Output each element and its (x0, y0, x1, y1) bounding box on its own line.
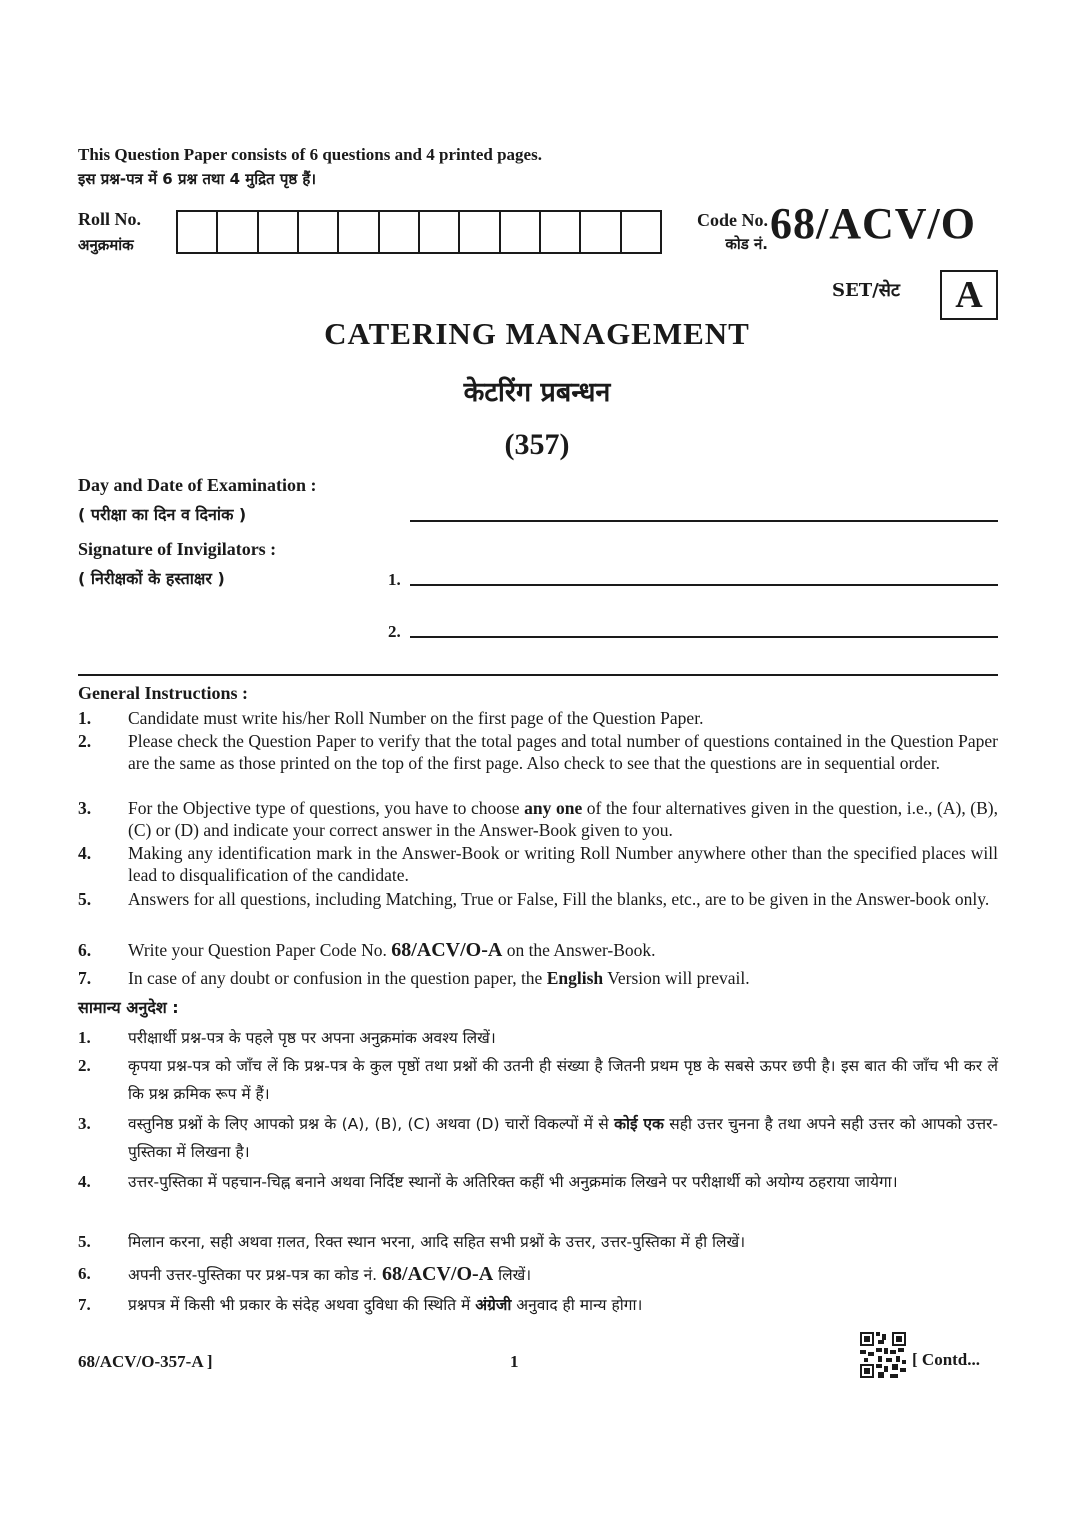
roll-number-label (78, 206, 141, 258)
instruction-text: Please check the Question Paper to verify that the total pages and total number of questions contained in the Question Paper are the same as those printed on the top of the first page. Also check to see that the questions are in sequential order. (128, 731, 998, 773)
instruction-text: Answers for all questions, including Matching, True or False, Fill the blanks, etc., are to be given in the Answer-book only. (128, 889, 990, 909)
roll-label-hi: अनुक्रमांक (78, 236, 134, 254)
instruction-en-4 (78, 843, 998, 886)
page-number: 1 (510, 1352, 519, 1371)
instruction-number: 1. (78, 1028, 91, 1047)
instruction-text: For the Objective type of questions, you have to choose any one of the four alternatives given in the question, i.e., (A), (B), (C) or (D) and indicate your correct answer in the Answer-Book given to you. (128, 798, 998, 840)
roll-box[interactable] (178, 212, 218, 252)
instruction-number: 7. (78, 968, 92, 988)
instruction-number: 7. (78, 1295, 91, 1314)
roll-label-en: Roll No. (78, 209, 141, 229)
instruction-hi-3 (78, 1110, 998, 1166)
subject-code: (357) (504, 428, 570, 461)
roll-box[interactable] (299, 212, 339, 252)
code-label-en: Code No. (697, 210, 768, 230)
instruction-number: 1. (78, 708, 92, 728)
exam-date-label-hi: ( परीक्षा का दिन व दिनांक ) (78, 505, 247, 524)
qr-code-icon (860, 1332, 906, 1378)
instruction-hi-1 (78, 1024, 998, 1052)
roll-box[interactable] (380, 212, 420, 252)
instruction-en-3 (78, 798, 998, 841)
instruction-number: 4. (78, 843, 92, 863)
instruction-hi-5 (78, 1228, 998, 1256)
subject-title-en: CATERING MANAGEMENT (324, 316, 750, 351)
roll-number-boxes[interactable] (176, 210, 662, 254)
general-instructions-title: General Instructions : (78, 683, 248, 703)
instruction-number: 6. (78, 1264, 91, 1283)
section-divider (78, 674, 998, 676)
instruction-hi-4 (78, 1168, 998, 1196)
invigilator-label-en: Signature of Invigilators : (78, 539, 277, 559)
instruction-text: Candidate must write his/her Roll Number on the first page of the Question Paper. (128, 708, 704, 728)
instruction-number: 3. (78, 798, 92, 818)
instruction-text: वस्तुनिष्ठ प्रश्नों के लिए आपको प्रश्न के (A), (B), (C) अथवा (D) चारों विकल्पों में से कोई एक सही उत्तर चुनना है तथा अपने सही उत्तर को आपको उत्तर-पुस्तिका में लिखना है। (128, 1115, 998, 1161)
instruction-en-1 (78, 708, 998, 730)
roll-box[interactable] (420, 212, 460, 252)
paper-info-en: This Question Paper consists of 6 questions and 4 printed pages. (78, 145, 542, 164)
signature-2-line[interactable] (410, 636, 998, 638)
roll-box[interactable] (541, 212, 581, 252)
instruction-hi-6 (78, 1260, 998, 1289)
roll-box[interactable] (218, 212, 258, 252)
signature-1-line[interactable] (410, 584, 998, 586)
code-label (676, 208, 768, 256)
paper-info-hi: इस प्रश्न-पत्र में 6 प्रश्न तथा 4 मुद्रित पृष्ठ हैं। (78, 170, 317, 188)
instruction-en-2 (78, 731, 998, 774)
instruction-number: 3. (78, 1114, 91, 1133)
instruction-en-6 (78, 940, 998, 962)
roll-box[interactable] (460, 212, 500, 252)
signature-2-number: 2. (388, 622, 401, 641)
code-number: 68/ACV/O (770, 199, 976, 248)
instruction-text: प्रश्नपत्र में किसी भी प्रकार के संदेह अथवा दुविधा की स्थिति में अंग्रेजी अनुवाद ही मान्य होगा। (128, 1296, 643, 1314)
instruction-text: परीक्षार्थी प्रश्न-पत्र के पहले पृष्ठ पर अपना अनुक्रमांक अवश्य लिखें। (128, 1029, 496, 1047)
continued-label: [ Contd... (912, 1350, 981, 1369)
instruction-number: 5. (78, 1232, 91, 1251)
instruction-number: 2. (78, 1056, 91, 1075)
set-value: A (940, 270, 998, 320)
invigilator-label-hi: ( निरीक्षकों के हस्ताक्षर ) (78, 569, 225, 588)
roll-box[interactable] (501, 212, 541, 252)
instruction-number: 6. (78, 940, 92, 960)
general-instructions-title-hi: सामान्य अनुदेश : (78, 998, 179, 1017)
code-label-hi: कोड नं. (725, 235, 768, 253)
instruction-text: अपनी उत्तर-पुस्तिका पर प्रश्न-पत्र का कोड नं. 68/ACV/O-A लिखें। (128, 1263, 532, 1285)
instruction-text: In case of any doubt or confusion in the question paper, the English Version will prevail. (128, 968, 750, 988)
instruction-hi-2 (78, 1052, 998, 1108)
roll-box[interactable] (622, 212, 660, 252)
set-label: SET/सेट (832, 280, 900, 301)
roll-box[interactable] (259, 212, 299, 252)
instruction-en-5 (78, 889, 998, 911)
instruction-number: 2. (78, 731, 92, 751)
exam-date-line[interactable] (410, 520, 998, 522)
footer-paper-code: 68/ACV/O-357-A ] (78, 1352, 213, 1371)
instruction-hi-7 (78, 1291, 998, 1319)
instruction-text: मिलान करना, सही अथवा ग़लत, रिक्त स्थान भरना, आदि सहित सभी प्रश्नों के उत्तर, उत्तर-पुस्तिका में ही लिखें। (128, 1233, 746, 1251)
roll-box[interactable] (339, 212, 379, 252)
instruction-text: कृपया प्रश्न-पत्र को जाँच लें कि प्रश्न-पत्र के कुल पृष्ठों तथा प्रश्नों की उतनी ही संख्या है जितनी प्रथम पृष्ठ के सबसे ऊपर छपी है। इस बात की जाँच भी कर लें कि प्रश्न क्रमिक रूप में हैं। (128, 1057, 998, 1103)
signature-1-number: 1. (388, 570, 401, 589)
instruction-number: 5. (78, 889, 92, 909)
instruction-text: Write your Question Paper Code No. 68/ACV/O-A on the Answer-Book. (128, 939, 656, 961)
instruction-text: Making any identification mark in the Answer-Book or writing Roll Number anywhere other than the specified places will lead to disqualification of the candidate. (128, 843, 998, 885)
exam-date-label-en: Day and Date of Examination : (78, 475, 317, 495)
instruction-number: 4. (78, 1172, 91, 1191)
instruction-text: उत्तर-पुस्तिका में पहचान-चिह्न बनाने अथवा निर्दिष्ट स्थानों के अतिरिक्त कहीं भी अनुक्रमांक लिखने पर परीक्षार्थी को अयोग्य ठहराया जायेगा। (128, 1173, 898, 1191)
instruction-en-7 (78, 968, 998, 990)
subject-title-hi: केटरिंग प्रबन्धन (463, 377, 611, 408)
roll-box[interactable] (581, 212, 621, 252)
